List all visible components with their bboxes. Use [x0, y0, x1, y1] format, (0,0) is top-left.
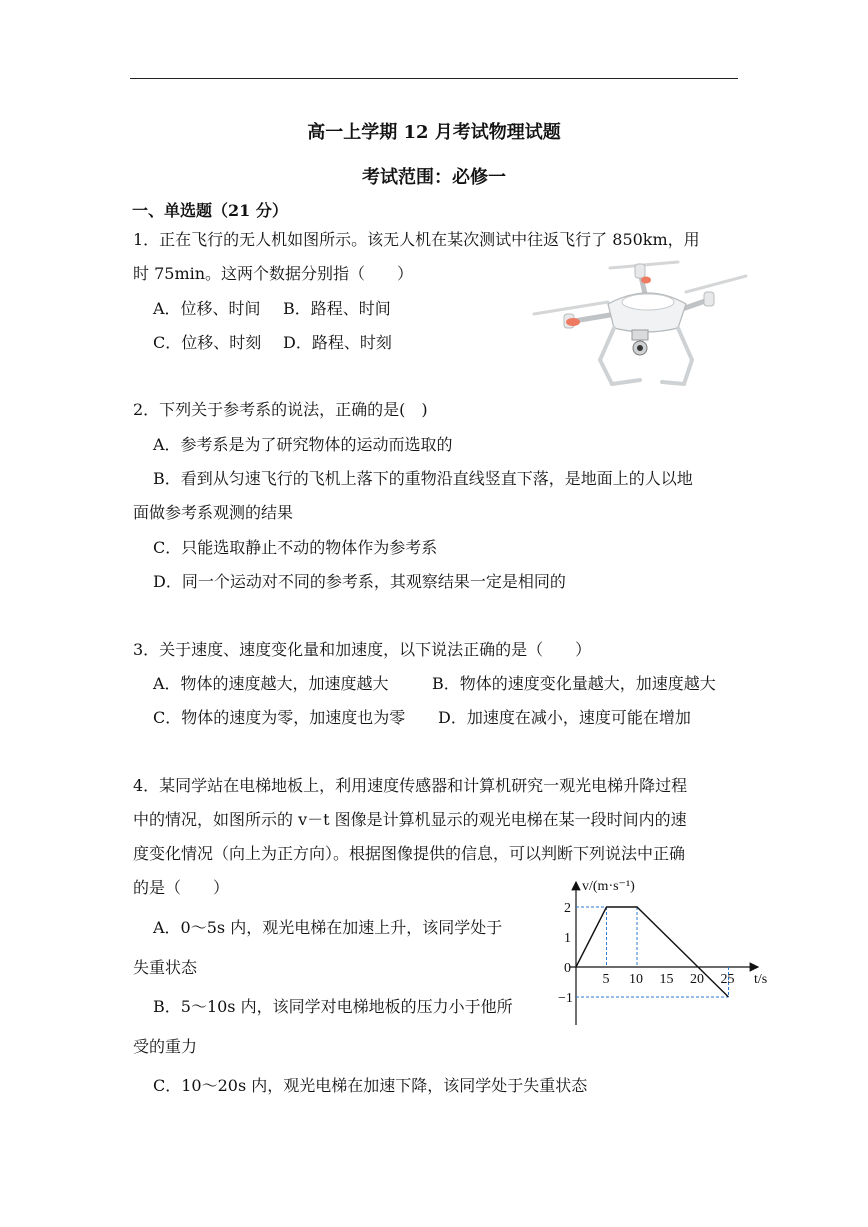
q4-option-b-line2: 受的重力 [133, 1037, 198, 1056]
q1-option-c: C．位移、时刻 [153, 333, 262, 352]
q1-option-d: D．路程、时刻 [283, 333, 392, 352]
section-heading: 一、单选题（21 分） [132, 201, 288, 220]
q4-option-a-line1: A．0～5s 内，观光电梯在加速上升，该同学处于 [153, 918, 503, 937]
vt-graph [556, 872, 778, 1032]
q3-option-d: D．加速度在减小，速度可能在增加 [438, 708, 691, 727]
q3-option-b: B．物体的速度变化量越大，加速度越大 [432, 674, 716, 693]
q1-stem-line1: 1．正在飞行的无人机如图所示。该无人机在某次测试中往返飞行了 850km，用 [133, 230, 700, 249]
x-tick-label: 20 [690, 972, 704, 987]
y-axis-label: v/(m·s⁻¹) [582, 879, 635, 894]
y-tick-label: 2 [564, 901, 571, 916]
x-tick-label: 5 [602, 972, 610, 987]
q4-option-c: C．10～20s 内，观光电梯在加速下降，该同学处于失重状态 [153, 1076, 588, 1095]
q4-stem-line3: 度变化情况（向上为正方向）。根据图像提供的信息，可以判断下列说法中正确 [133, 844, 686, 863]
q2-option-d: D．同一个运动对不同的参考系，其观察结果一定是相同的 [153, 572, 566, 591]
q2-option-c: C．只能选取静止不动的物体作为参考系 [153, 538, 438, 557]
q2-option-a: A．参考系是为了研究物体的运动而选取的 [153, 435, 453, 454]
q4-option-a-line2: 失重状态 [133, 958, 198, 977]
q4-stem-line4: 的是（ ） [133, 878, 230, 897]
q4-stem-line2: 中的情况，如图所示的 v－t 图像是计算机显示的观光电梯在某一段时间内的速 [133, 810, 687, 829]
q3-option-a: A．物体的速度越大，加速度越大 [153, 674, 389, 693]
q1-option-b: B．路程、时间 [283, 299, 391, 318]
header-rule [130, 78, 738, 79]
page-title: 高一上学期 12 月考试物理试题 [307, 122, 561, 143]
x-tick-label: 25 [720, 972, 735, 987]
page-subtitle: 考试范围：必修一 [362, 167, 506, 188]
q1-stem-line2: 时 75min。这两个数据分别指（ ） [133, 264, 414, 283]
q3-option-c: C．物体的速度为零，加速度也为零 [153, 708, 406, 727]
q3-stem: 3．关于速度、速度变化量和加速度，以下说法正确的是（ ） [133, 640, 592, 659]
series-line [576, 907, 729, 997]
y-tick-label: 1 [564, 931, 571, 946]
q2-stem: 2．下列关于参考系的说法，正确的是( ) [133, 400, 428, 419]
q4-stem-line1: 4．某同学站在电梯地板上，利用速度传感器和计算机研究一观光电梯升降过程 [133, 776, 688, 795]
y-tick-label: −1 [558, 991, 573, 1006]
q4-option-b-line1: B．5～10s 内，该同学对电梯地板的压力小于他所 [153, 997, 513, 1016]
q2-option-b-line2: 面做参考系观测的结果 [133, 503, 294, 522]
x-axis-label: t/s [754, 972, 768, 987]
q1-option-a: A．位移、时间 [153, 299, 261, 318]
y-tick-label: 0 [564, 961, 571, 976]
x-tick-label: 10 [629, 972, 643, 987]
x-tick-label: 15 [659, 972, 674, 987]
drone-image [528, 252, 748, 387]
q2-option-b-line1: B．看到从匀速飞行的飞机上落下的重物沿直线竖直下落，是地面上的人以地 [153, 469, 693, 488]
